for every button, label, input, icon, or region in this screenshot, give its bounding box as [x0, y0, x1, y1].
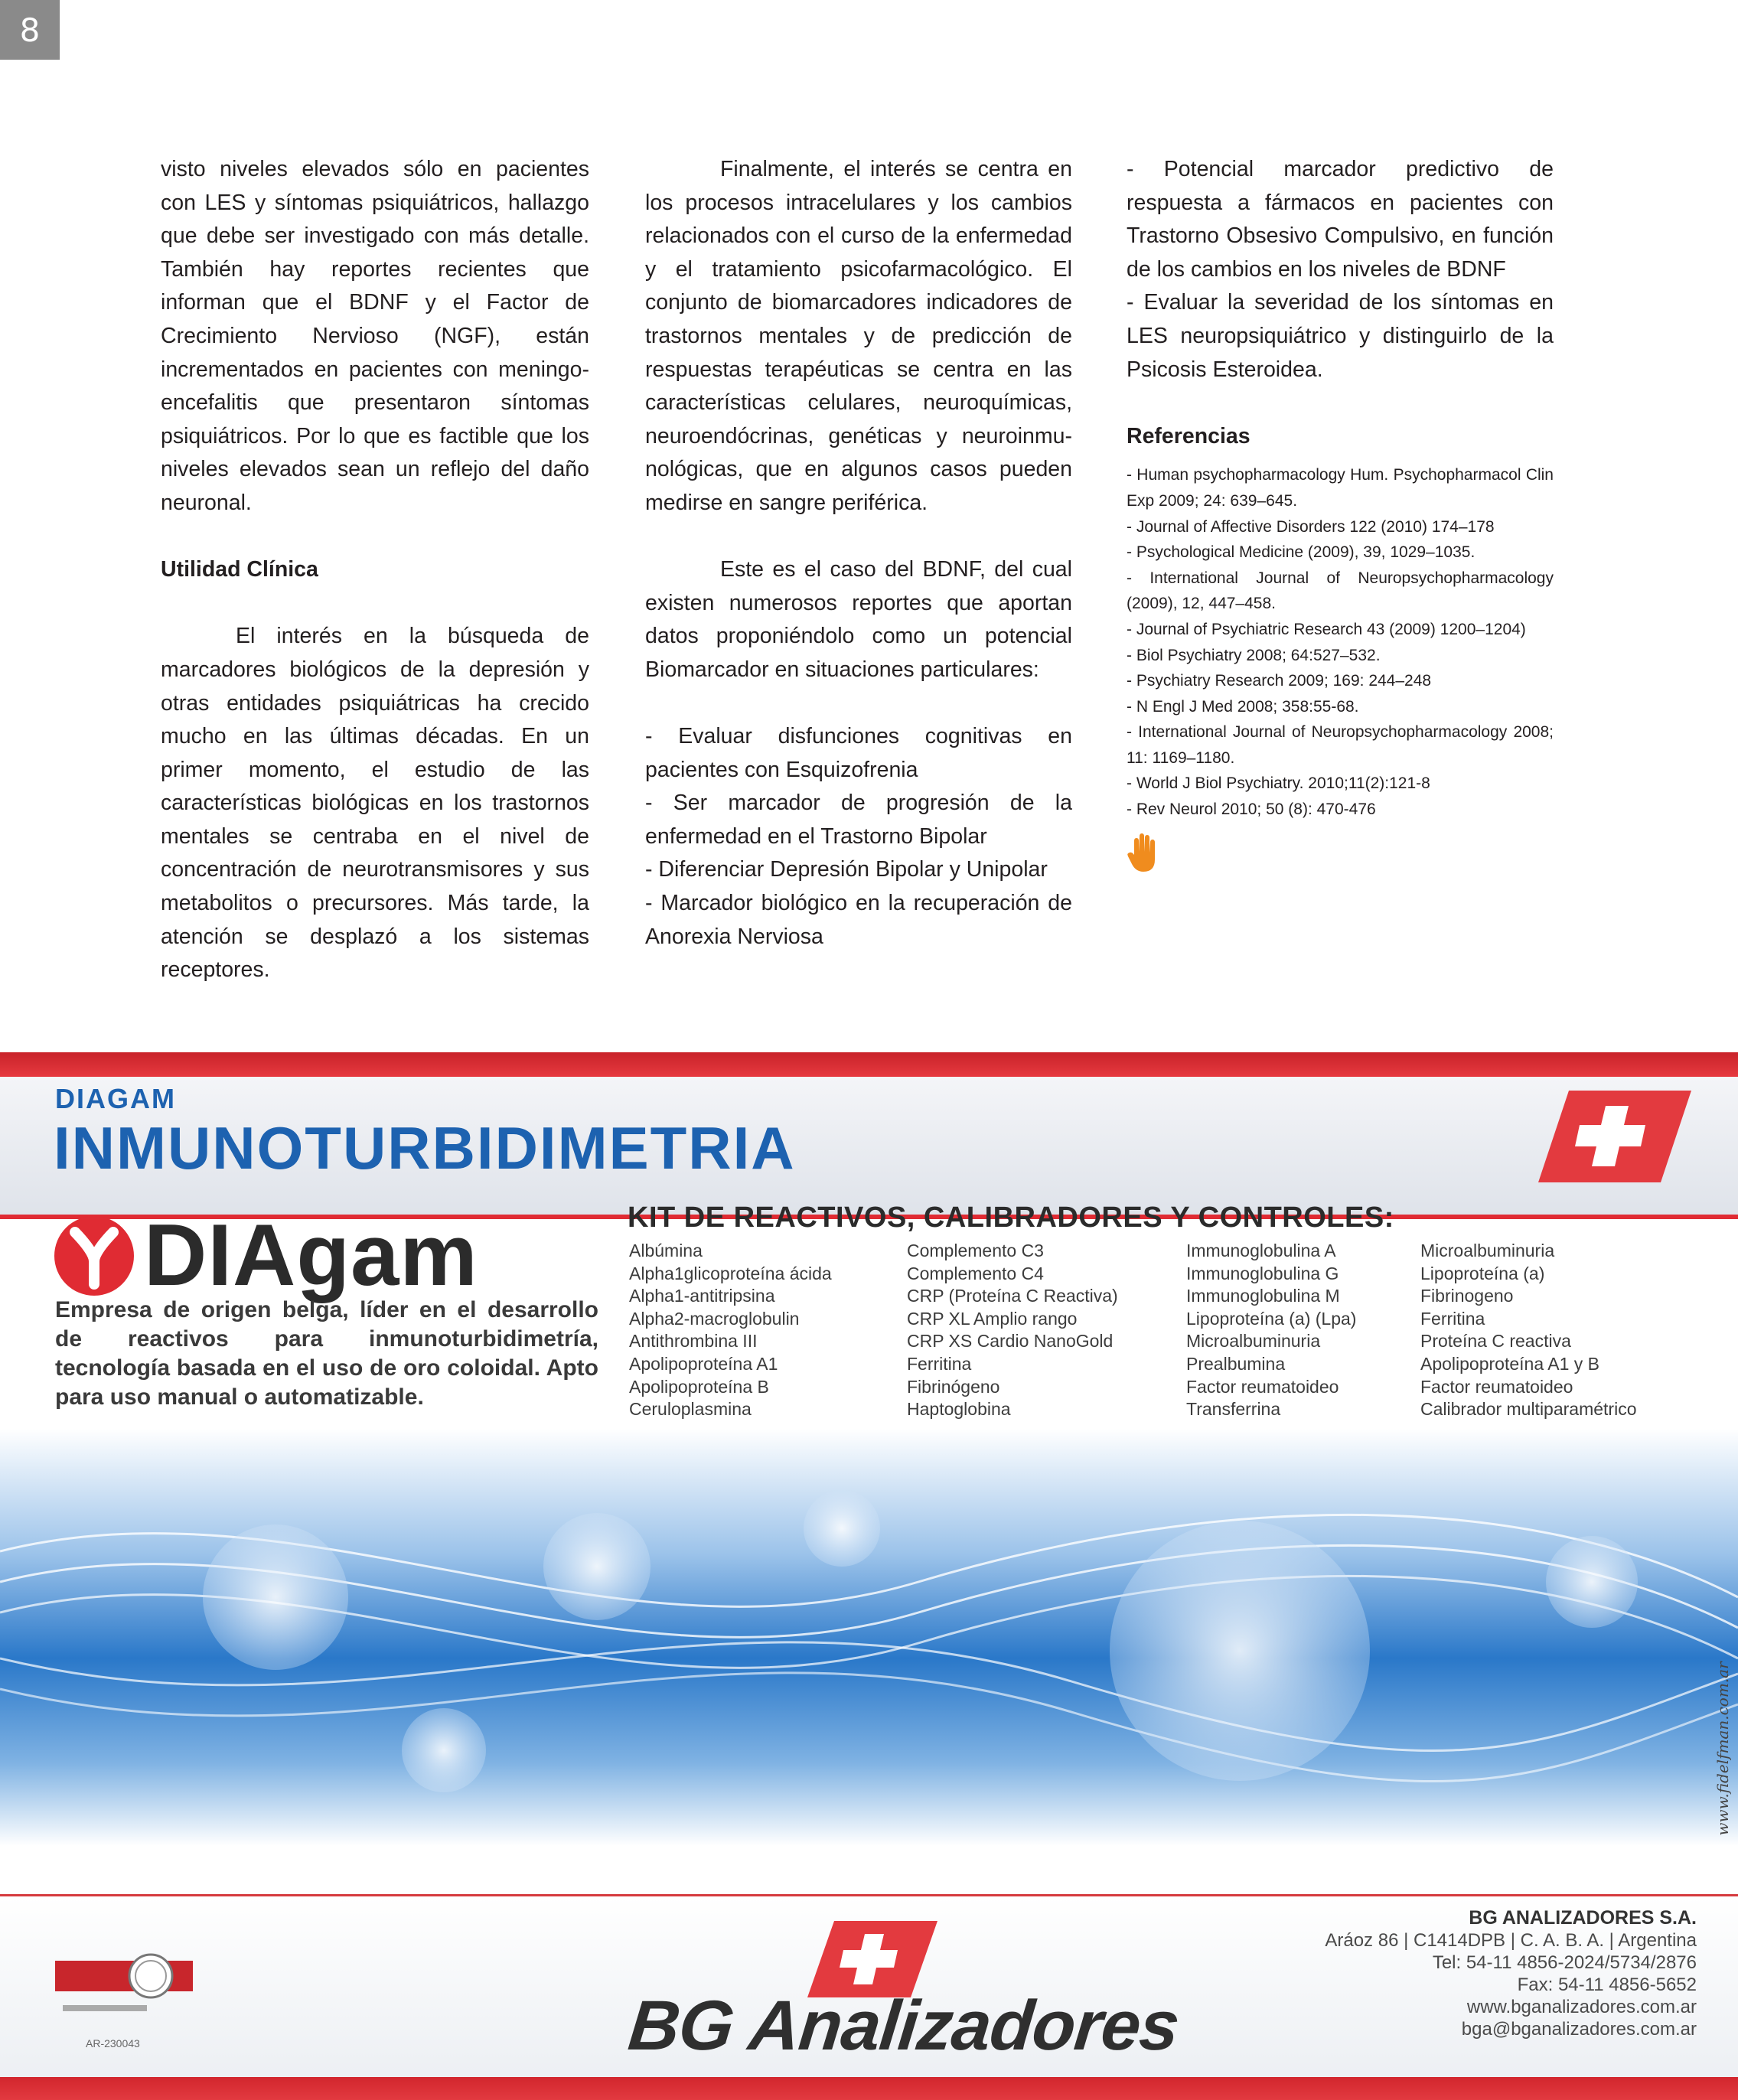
kit-column — [907, 1240, 1118, 1421]
reference-item: - N Engl J Med 2008; 358:55-68. — [1127, 697, 1359, 716]
kit-item: Proteína C reactiva — [1420, 1331, 1571, 1352]
kit-item: Apolipoproteína A1 — [629, 1353, 778, 1374]
bullet-item: - Evaluar disfunciones cognitivas en pacientes con Esquizofrenia — [645, 724, 1072, 782]
paragraph: Este es el caso del BDNF, del cual existen numerosos reportes que aportan datos proponiéndolo como un potencial Biomarcador en situaciones particulares: — [645, 557, 1072, 682]
kit-column — [1186, 1240, 1356, 1421]
reference-list — [1127, 462, 1554, 822]
kit-column — [1420, 1240, 1637, 1421]
ad-description: Empresa de origen belga, líder en el desarrollo de reactivos para inmunoturbidimetría, tecnología basada en el uso de oro coloidal. Apto para uso manual o automatizable. — [55, 1297, 598, 1410]
kit-item: Prealbumina — [1186, 1353, 1286, 1374]
paragraph: El interés en la búsqueda de marcadores biológicos de la depresión y otras entidades psiquiátricas ha crecido mucho en las últimas décadas. En un primer momento, el estudio de las características biológicas en los trastornos mentales se centraba en el nivel de concentración de neurotransmisores y sus metabolitos o precursores. Más tarde, la atención se desplazó a los sistemas receptores. — [161, 624, 589, 983]
fax: Fax: 54-11 4856-5652 — [1517, 1974, 1697, 1995]
kit-item: Ferritina — [907, 1353, 972, 1374]
kit-item: Microalbuminuria — [1186, 1331, 1321, 1352]
kit-item: Apolipoproteína B — [629, 1376, 769, 1397]
reference-item: - Human psychopharmacology Hum. Psychopharmacol Clin Exp 2009; 24: 639–645. — [1127, 466, 1554, 510]
email-link[interactable]: bga@bganalizadores.com.ar — [1461, 2019, 1697, 2040]
kit-item: Complemento C3 — [907, 1241, 1044, 1260]
kit-item: Lipoproteína (a) (Lpa) — [1186, 1308, 1357, 1329]
article-column-3 — [1127, 153, 1554, 883]
kit-item: Ferritina — [1420, 1308, 1485, 1329]
reference-item: - Psychological Medicine (2009), 39, 1029–1035. — [1127, 543, 1476, 562]
kit-item: Transferrina — [1186, 1399, 1281, 1420]
hand-icon — [1127, 832, 1162, 873]
kit-item: Apolipoproteína A1 y B — [1420, 1353, 1599, 1374]
kit-column — [629, 1240, 832, 1421]
ad-bottom-stripe — [0, 2077, 1738, 2100]
reference-item: - World J Biol Psychiatry. 2010;11(2):121-8 — [1127, 774, 1430, 793]
reference-item: - International Journal of Neuropsychopharmacology 2008; 11: 1169–1180. — [1127, 723, 1554, 767]
vertical-credit-url: www.fidelfman.com.ar — [1714, 1661, 1732, 1836]
kit-item: Immunoglobulina A — [1186, 1241, 1336, 1260]
kit-item: CRP XL Amplio rango — [907, 1308, 1078, 1329]
certification-code: AR-230043 — [86, 2037, 140, 2049]
reference-item: - Biol Psychiatry 2008; 64:527–532. — [1127, 646, 1381, 664]
reference-item: - International Journal of Neuropsychopharmacology (2009), 12, 447–458. — [1127, 569, 1554, 613]
kit-item: Lipoproteína (a) — [1420, 1263, 1545, 1283]
ad-top-stripe — [0, 1052, 1738, 1077]
diagam-logo-icon — [52, 1214, 136, 1298]
bullet-item: - Evaluar la severidad de los síntomas en LES neuropsiquiátrico y distinguirlo de la Psicosis Esteroidea. — [1127, 290, 1554, 382]
paragraph: Finalmente, el interés se centra en los procesos intracelulares y los cambios relacionados con el curso de la enfermedad y el tratamiento psicofarmacológico. El conjunto de biomarcadores indicadores de trastornos mentales y de predicción de respuestas terapéuticas se centra en las características celulares, neuroquímicas, neuroendócrinas, genéticas y neuroinmu-nológicas, que en algunos casos pueden medirse en sangre periférica. — [645, 157, 1072, 515]
diagam-logo-text: DIAgam — [144, 1207, 478, 1304]
reference-item: - Psychiatry Research 2009; 169: 244–248 — [1127, 672, 1432, 690]
phone: Tel: 54-11 4856-2024/5734/2876 — [1432, 1952, 1697, 1973]
bg-analizadores-logo: BG Analizadores — [624, 1987, 1183, 2065]
kit-item: Alpha2-macroglobulin — [629, 1308, 800, 1329]
kit-item: Factor reumatoideo — [1186, 1376, 1339, 1397]
bullet-item: - Marcador biológico en la recuperación de Anorexia Nerviosa — [645, 891, 1072, 949]
swiss-cross-logo — [1538, 1087, 1691, 1186]
kit-item: Immunoglobulina M — [1186, 1286, 1340, 1306]
article-column-1 — [161, 153, 589, 987]
advertisement — [0, 1052, 1738, 2100]
reference-item: - Journal of Affective Disorders 122 (2010) 174–178 — [1127, 517, 1495, 536]
kit-item: CRP (Proteína C Reactiva) — [907, 1286, 1118, 1306]
kit-item: Fibrinógeno — [907, 1376, 1000, 1397]
kit-item: CRP XS Cardio NanoGold — [907, 1331, 1114, 1352]
kit-item: Immunoglobulina G — [1186, 1263, 1339, 1283]
molecule-artwork — [0, 1429, 1738, 1846]
bullet-item: - Potencial marcador predictivo de respuesta a fármacos en pacientes con Trastorno Obsesivo Compulsivo, en función de los cambios en los niveles de BDNF — [1127, 157, 1554, 282]
paragraph: visto niveles elevados sólo en pacientes con LES y síntomas psiquiátricos, hallazgo que debe ser investigado con más detalle. También hay reportes recientes que informan que el BDNF y el Factor de Crecimiento Nervioso (NGF), están incrementados en pacientes con meningo-encefalitis que presentaron síntomas psiquiátricos. Por lo que es factible que los niveles elevados sean un reflejo del daño neuronal. — [161, 157, 589, 515]
kit-item: Ceruloplasmina — [629, 1399, 752, 1420]
section-heading-referencias: Referencias — [1127, 423, 1251, 448]
kit-item: Albúmina — [629, 1241, 703, 1260]
kit-item: Fibrinogeno — [1420, 1286, 1514, 1306]
ad-brand-name: DIAGAM — [55, 1083, 176, 1114]
company-name: BG ANALIZADORES S.A. — [1469, 1907, 1697, 1929]
page-number: 8 — [0, 0, 60, 60]
kit-item: Haptoglobina — [907, 1399, 1011, 1420]
contact-block — [1325, 1907, 1697, 2040]
kit-title: KIT DE REACTIVOS, CALIBRADORES Y CONTROLES: — [628, 1202, 1394, 1234]
kit-item: Calibrador multiparamétrico — [1420, 1399, 1637, 1420]
section-heading-utilidad-clinica: Utilidad Clínica — [161, 557, 318, 582]
kit-item: Antithrombina III — [629, 1331, 758, 1352]
bullet-item: - Diferenciar Depresión Bipolar y Unipolar — [645, 857, 1048, 882]
article-column-2 — [645, 153, 1072, 954]
kit-item: Microalbuminuria — [1420, 1241, 1555, 1260]
bullet-item: - Ser marcador de progresión de la enfermedad en el Trastorno Bipolar — [645, 791, 1072, 849]
website-link[interactable]: www.bganalizadores.com.ar — [1466, 1997, 1697, 2017]
ad-title: INMUNOTURBIDIMETRIA — [54, 1114, 796, 1182]
kit-item: Factor reumatoideo — [1420, 1376, 1573, 1397]
reference-item: - Rev Neurol 2010; 50 (8): 470-476 — [1127, 801, 1376, 819]
diagam-logo — [52, 1205, 478, 1306]
kit-item: Complemento C4 — [907, 1263, 1044, 1283]
kit-item: Alpha1-antitripsina — [629, 1286, 775, 1306]
address: Aráoz 86 | C1414DPB | C. A. B. A. | Argentina — [1325, 1930, 1697, 1951]
reference-item: - Journal of Psychiatric Research 43 (2009) 1200–1204) — [1127, 620, 1526, 638]
kit-item: Alpha1glicoproteína ácida — [629, 1263, 832, 1283]
